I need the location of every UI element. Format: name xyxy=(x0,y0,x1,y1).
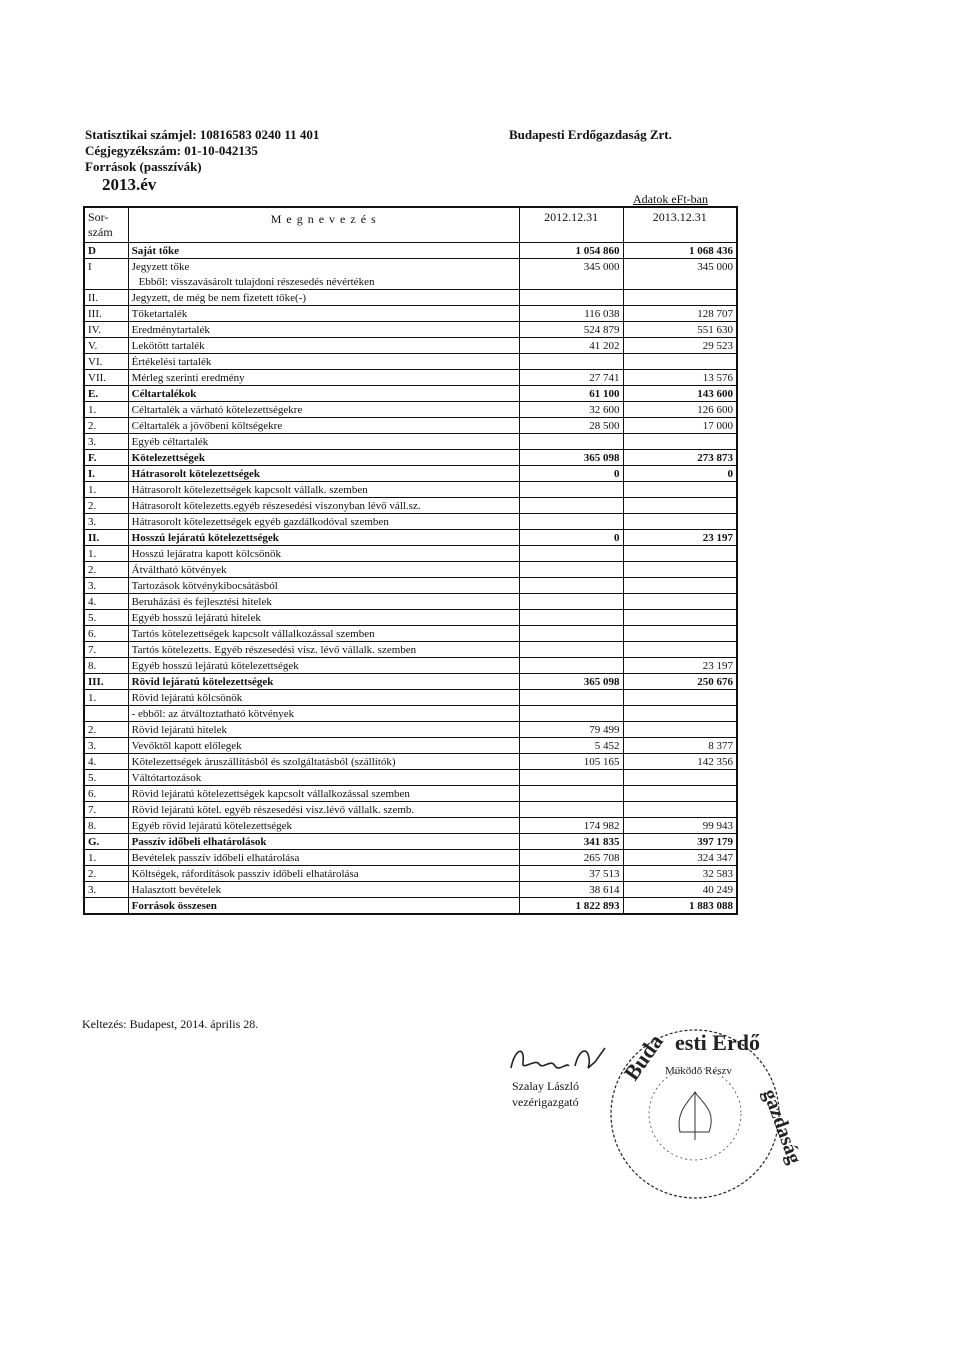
value-2012 xyxy=(519,802,623,818)
value-2012: 1 054 860 xyxy=(519,243,623,259)
value-2013: 29 523 xyxy=(702,339,733,352)
row-label: Saját tőke xyxy=(131,244,179,257)
row-number: E. xyxy=(84,386,128,402)
row-label: - ebből: az átváltoztatható kötvények xyxy=(131,707,295,720)
value-2013 xyxy=(623,562,737,578)
report-year: 2013.év xyxy=(102,175,157,194)
value-2013: 345 000 xyxy=(697,260,733,273)
value-2012: 1 822 893 xyxy=(519,898,623,915)
row-number: 6. xyxy=(84,626,128,642)
row-label: Vevőktől kapott előlegek xyxy=(131,739,242,752)
value-2013: 0 xyxy=(727,467,733,480)
value-2013: 17 000 xyxy=(702,419,733,432)
row-label: Váltótartozások xyxy=(131,771,202,784)
value-2013 xyxy=(623,770,737,786)
row-number: 1. xyxy=(84,546,128,562)
table-row xyxy=(84,259,737,275)
table-row xyxy=(84,834,737,850)
row-label: Ebből: visszavásárolt tulajdoni részesedés névértéken xyxy=(138,275,375,288)
row-label: Passzív időbeli elhatárolások xyxy=(131,835,267,848)
value-2013 xyxy=(623,626,737,642)
svg-text:esti Erdő: esti Erdő xyxy=(675,1030,760,1055)
svg-text:gazdaság: gazdaság xyxy=(758,1086,806,1167)
table-row xyxy=(84,818,737,834)
row-label: Egyéb rövid lejáratú kötelezettségek xyxy=(131,819,292,832)
value-2013 xyxy=(623,498,737,514)
table-row xyxy=(84,306,737,322)
table-row xyxy=(84,514,737,530)
value-2012 xyxy=(519,290,623,306)
row-number xyxy=(84,898,128,915)
value-2013: 32 583 xyxy=(702,867,733,880)
row-number: 7. xyxy=(84,642,128,658)
table-row xyxy=(84,434,737,450)
value-2012: 365 098 xyxy=(519,450,623,466)
value-2012 xyxy=(519,514,623,530)
report-title: Források (passzívák) xyxy=(85,159,202,174)
svg-text:Működő Részv: Működő Részv xyxy=(665,1065,732,1077)
table-row xyxy=(84,530,737,546)
row-label: Rövid lejáratú kötelezettségek xyxy=(131,675,274,688)
value-2013: 273 873 xyxy=(697,451,733,464)
row-label: Jegyzett, de még be nem fizetett tőke(-) xyxy=(131,291,307,304)
table-row xyxy=(84,386,737,402)
row-number: I. xyxy=(84,466,128,482)
row-label: Kötelezettségek áruszállításból és szolgáltatásból (szállítók) xyxy=(131,755,396,768)
row-label: Értékelési tartalék xyxy=(131,355,212,368)
value-2012: 0 xyxy=(519,530,623,546)
row-label: Egyéb céltartalék xyxy=(131,435,209,448)
table-row xyxy=(84,322,737,338)
value-2012 xyxy=(519,498,623,514)
table-row xyxy=(84,354,737,370)
table-row xyxy=(84,466,737,482)
row-number: 7. xyxy=(84,802,128,818)
value-2012: 524 879 xyxy=(519,322,623,338)
value-2012: 32 600 xyxy=(519,402,623,418)
value-2013 xyxy=(623,546,737,562)
row-number: 8. xyxy=(84,818,128,834)
table-row xyxy=(84,546,737,562)
row-number: D xyxy=(84,243,128,259)
value-2012 xyxy=(519,594,623,610)
row-number: 2. xyxy=(84,866,128,882)
value-2013 xyxy=(623,610,737,626)
date-line: Keltezés: Budapest, 2014. április 28. xyxy=(82,1017,259,1031)
value-2012: 265 708 xyxy=(519,850,623,866)
value-2013: 23 197 xyxy=(702,531,733,544)
row-label: Céltartalékok xyxy=(131,387,197,400)
row-label: Tőketartalék xyxy=(131,307,188,320)
value-2012: 37 513 xyxy=(519,866,623,882)
value-2013 xyxy=(623,802,737,818)
table-row xyxy=(84,674,737,690)
signer-block xyxy=(512,1078,579,1110)
row-number: 5. xyxy=(84,610,128,626)
table-row xyxy=(84,626,737,642)
value-2013: 143 600 xyxy=(697,387,733,400)
row-label: Rövid lejáratú kötelezettségek kapcsolt vállalkozással szemben xyxy=(131,787,410,800)
row-number: V. xyxy=(84,338,128,354)
value-2012 xyxy=(519,274,623,290)
row-label: Bevételek passzív időbeli elhatárolása xyxy=(131,851,300,864)
row-number: 5. xyxy=(84,770,128,786)
balance-sheet-table xyxy=(83,206,738,915)
value-2012: 28 500 xyxy=(519,418,623,434)
table-row xyxy=(84,578,737,594)
row-number: III. xyxy=(84,306,128,322)
row-number xyxy=(84,706,128,722)
row-label: Lekötött tartalék xyxy=(131,339,205,352)
row-label: Átváltható kötvények xyxy=(131,563,227,576)
svg-text:Buda: Buda xyxy=(618,1029,668,1085)
row-number: 4. xyxy=(84,754,128,770)
table-row xyxy=(84,850,737,866)
value-2012 xyxy=(519,642,623,658)
value-2013 xyxy=(623,578,737,594)
row-label: Egyéb hosszú lejáratú hitelek xyxy=(131,611,261,624)
value-2012: 79 499 xyxy=(519,722,623,738)
value-2012 xyxy=(519,546,623,562)
stat-code: Statisztikai számjel: 10816583 0240 11 401 xyxy=(85,127,320,142)
row-number: 2. xyxy=(84,562,128,578)
row-label: Egyéb hosszú lejáratú kötelezettségek xyxy=(131,659,299,672)
value-2013 xyxy=(623,354,737,370)
col-header-2013: 2013.12.31 xyxy=(652,210,707,224)
row-number: VII. xyxy=(84,370,128,386)
value-2012: 345 000 xyxy=(519,259,623,275)
table-row xyxy=(84,274,737,290)
row-number: VI. xyxy=(84,354,128,370)
table-row xyxy=(84,882,737,898)
value-2013: 128 707 xyxy=(697,307,733,320)
row-number: 6. xyxy=(84,786,128,802)
row-number: 3. xyxy=(84,514,128,530)
value-2012: 365 098 xyxy=(519,674,623,690)
table-row xyxy=(84,402,737,418)
table-row xyxy=(84,243,737,259)
table-row xyxy=(84,786,737,802)
col-header-2012: 2012.12.31 xyxy=(519,207,623,243)
value-2013 xyxy=(623,434,737,450)
table-row xyxy=(84,658,737,674)
row-label: Hosszú lejáratú kötelezettségek xyxy=(131,531,279,544)
row-label: Hátrasorolt kötelezettségek egyéb gazdálkodóval szemben xyxy=(131,515,389,528)
value-2012 xyxy=(519,690,623,706)
table-row xyxy=(84,770,737,786)
row-label: Beruházási és fejlesztési hitelek xyxy=(131,595,272,608)
table-row xyxy=(84,898,737,915)
table-row xyxy=(84,738,737,754)
table-row xyxy=(84,370,737,386)
table-row xyxy=(84,418,737,434)
col-header-sor: Sor-szám xyxy=(84,207,128,243)
value-2013 xyxy=(623,690,737,706)
company-name: Budapesti Erdőgazdaság Zrt. xyxy=(509,127,672,142)
row-label: Rövid lejáratú kötel. egyéb részesedési visz.lévő vállalk. szemb. xyxy=(131,803,415,816)
table-row xyxy=(84,866,737,882)
value-2013 xyxy=(623,722,737,738)
row-label: Eredménytartalék xyxy=(131,323,210,336)
value-2013 xyxy=(623,706,737,722)
row-label: Céltartalék a várható kötelezettségekre xyxy=(131,403,303,416)
value-2012 xyxy=(519,562,623,578)
row-number: 3. xyxy=(84,578,128,594)
row-number: I xyxy=(84,259,128,275)
row-number: IV. xyxy=(84,322,128,338)
value-2012: 341 835 xyxy=(519,834,623,850)
row-number: 1. xyxy=(84,850,128,866)
row-label: Mérleg szerinti eredmény xyxy=(131,371,245,384)
row-label: Hátrasorolt kötelezettségek kapcsolt vállalk. szemben xyxy=(131,483,368,496)
table-row xyxy=(84,706,737,722)
value-2012: 38 614 xyxy=(519,882,623,898)
row-number: 2. xyxy=(84,498,128,514)
row-number: F. xyxy=(84,450,128,466)
value-2013: 126 600 xyxy=(697,403,733,416)
row-number: III. xyxy=(84,674,128,690)
table-row xyxy=(84,450,737,466)
value-2012 xyxy=(519,786,623,802)
value-2013 xyxy=(623,514,737,530)
value-2012 xyxy=(519,706,623,722)
table-row xyxy=(84,802,737,818)
row-number: II. xyxy=(84,290,128,306)
value-2012 xyxy=(519,578,623,594)
row-label: Hátrasorolt kötelezetts.egyéb részesedési viszonyban lévő váll.sz. xyxy=(131,499,421,512)
col-header-name: M e g n e v e z é s xyxy=(270,212,377,226)
value-2013 xyxy=(623,274,737,290)
row-number xyxy=(84,274,128,290)
table-header-row xyxy=(84,207,737,243)
table-row xyxy=(84,722,737,738)
value-2012: 116 038 xyxy=(519,306,623,322)
row-label: Tartós kötelezettségek kapcsolt vállalkozással szemben xyxy=(131,627,375,640)
row-number: 3. xyxy=(84,738,128,754)
row-number: 2. xyxy=(84,722,128,738)
row-label: Költségek, ráfordítások passzív időbeli elhatárolása xyxy=(131,867,359,880)
table-row xyxy=(84,690,737,706)
row-label: Források összesen xyxy=(131,899,217,912)
value-2013: 99 943 xyxy=(702,819,733,832)
registration-number: Cégjegyzékszám: 01-10-042135 xyxy=(85,143,258,158)
row-label: Céltartalék a jövőbeni költségekre xyxy=(131,419,283,432)
value-2013: 1 068 436 xyxy=(689,244,733,257)
value-2012 xyxy=(519,610,623,626)
value-2013: 23 197 xyxy=(702,659,733,672)
value-2012: 105 165 xyxy=(519,754,623,770)
value-2012 xyxy=(519,658,623,674)
row-label: Jegyzett tőke xyxy=(131,260,190,273)
row-label: Kötelezettségek xyxy=(131,451,205,464)
row-number: G. xyxy=(84,834,128,850)
row-number: 3. xyxy=(84,882,128,898)
table-row xyxy=(84,498,737,514)
value-2012: 5 452 xyxy=(519,738,623,754)
value-2012 xyxy=(519,434,623,450)
row-label: Tartozások kötvénykibocsátásból xyxy=(131,579,278,592)
value-2012 xyxy=(519,770,623,786)
table-row xyxy=(84,562,737,578)
value-2013 xyxy=(623,290,737,306)
value-2013: 1 883 088 xyxy=(689,899,733,912)
value-2012: 61 100 xyxy=(519,386,623,402)
value-2012 xyxy=(519,626,623,642)
table-row xyxy=(84,338,737,354)
table-row xyxy=(84,594,737,610)
table-row xyxy=(84,642,737,658)
value-2012 xyxy=(519,354,623,370)
signer-name: Szalay László xyxy=(512,1079,579,1093)
value-2012: 174 982 xyxy=(519,818,623,834)
value-2012: 41 202 xyxy=(519,338,623,354)
value-2012: 0 xyxy=(519,466,623,482)
value-2013: 13 576 xyxy=(702,371,733,384)
unit-note: Adatok eFt-ban xyxy=(633,192,708,206)
value-2013: 142 356 xyxy=(697,755,733,768)
row-label: Halasztott bevételek xyxy=(131,883,222,896)
value-2013: 40 249 xyxy=(702,883,733,896)
value-2013 xyxy=(623,594,737,610)
row-label: Rövid lejáratú hitelek xyxy=(131,723,227,736)
value-2013: 397 179 xyxy=(697,835,733,848)
value-2013: 8 377 xyxy=(708,739,733,752)
row-number: 4. xyxy=(84,594,128,610)
table-row xyxy=(84,754,737,770)
value-2013 xyxy=(623,642,737,658)
row-number: 2. xyxy=(84,418,128,434)
row-number: 3. xyxy=(84,434,128,450)
value-2013 xyxy=(623,482,737,498)
table-row xyxy=(84,482,737,498)
row-number: II. xyxy=(84,530,128,546)
row-label: Rövid lejáratú kölcsönök xyxy=(131,691,243,704)
row-number: 1. xyxy=(84,402,128,418)
row-number: 1. xyxy=(84,482,128,498)
table-row xyxy=(84,290,737,306)
value-2012 xyxy=(519,482,623,498)
value-2013: 324 347 xyxy=(697,851,733,864)
row-label: Hosszú lejáratra kapott kölcsönök xyxy=(131,547,282,560)
row-label: Hátrasorolt kötelezettségek xyxy=(131,467,261,480)
signer-title: vezérigazgató xyxy=(512,1095,579,1109)
value-2013 xyxy=(623,786,737,802)
row-number: 1. xyxy=(84,690,128,706)
company-seal-stamp xyxy=(595,1022,806,1212)
row-label: Tartós kötelezetts. Egyéb részesedési visz. lévő vállalk. szemben xyxy=(131,643,417,656)
row-number: 8. xyxy=(84,658,128,674)
value-2012: 27 741 xyxy=(519,370,623,386)
value-2013: 551 630 xyxy=(697,323,733,336)
table-row xyxy=(84,610,737,626)
value-2013: 250 676 xyxy=(697,675,733,688)
